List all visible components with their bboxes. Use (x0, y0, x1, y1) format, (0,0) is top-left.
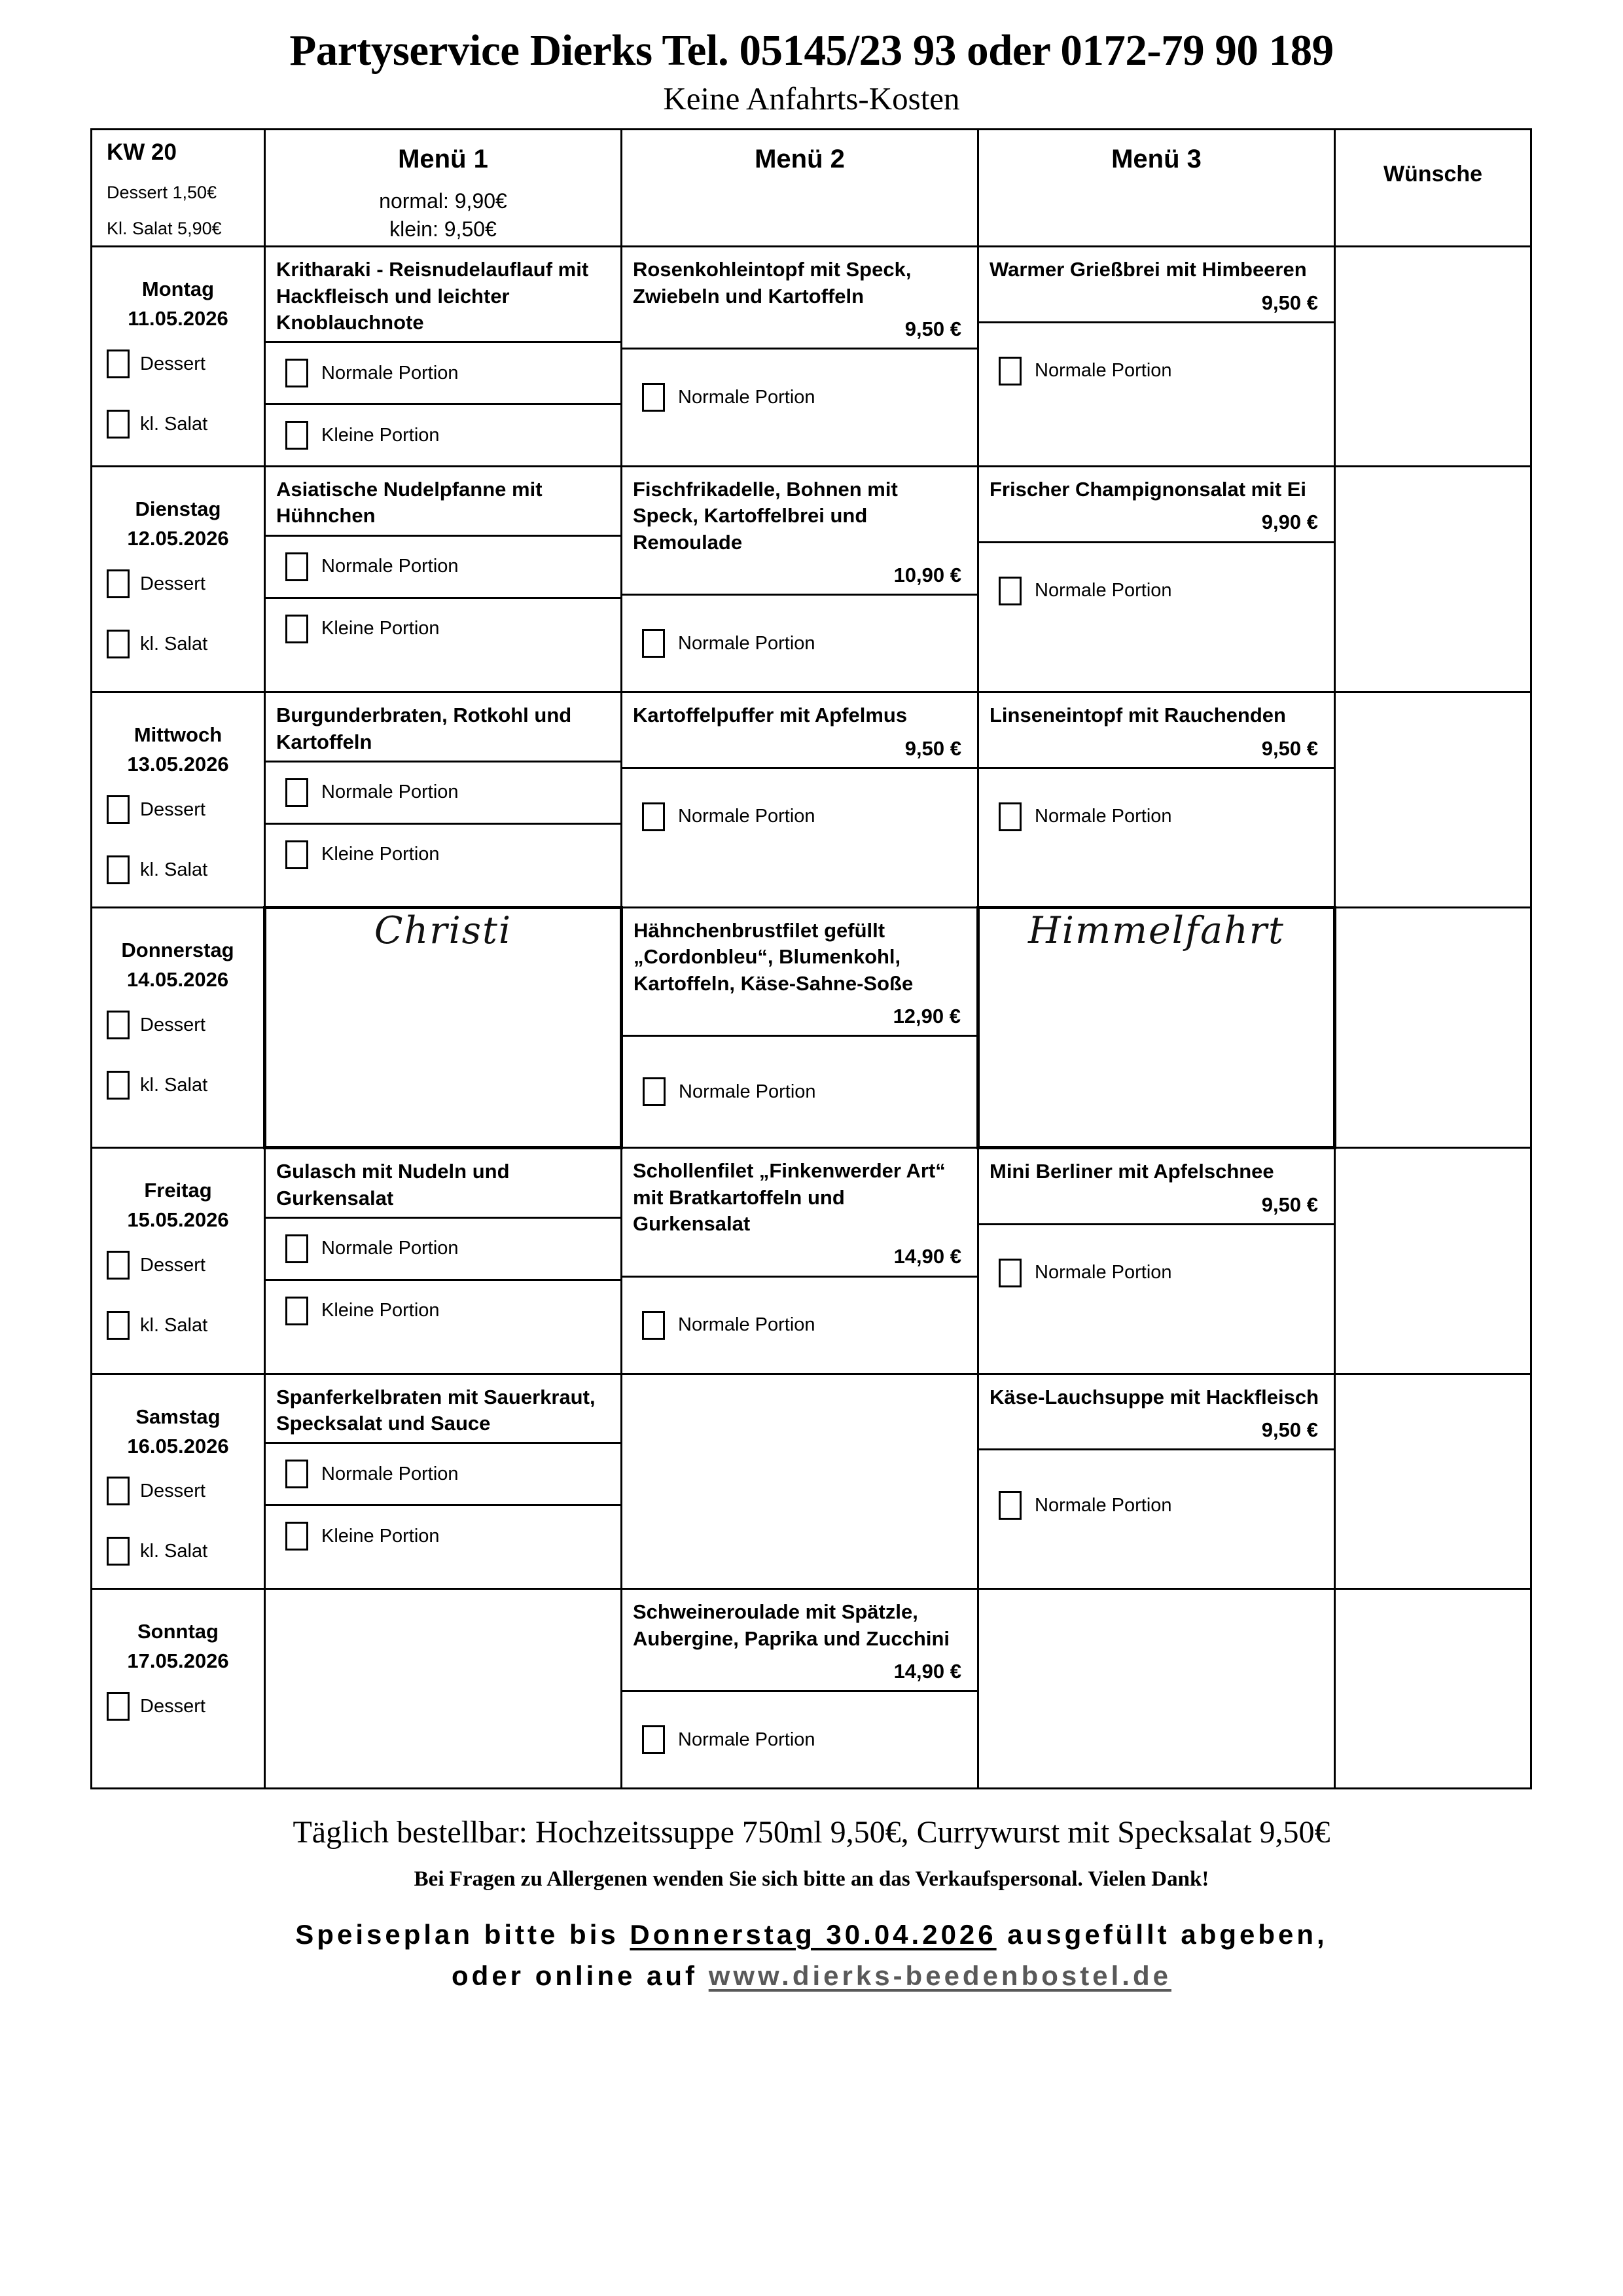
dish-price: 14,90 € (893, 1245, 961, 1268)
day-label: Montag (141, 278, 215, 301)
normale-portion-option[interactable] (622, 769, 977, 865)
salat-checkbox[interactable] (107, 1537, 130, 1566)
menu2-cell-dienstag (622, 467, 978, 692)
normale-portion-checkbox[interactable] (642, 383, 665, 412)
dessert-label: Dessert (140, 1254, 205, 1276)
salat-checkbox[interactable] (107, 855, 130, 884)
kw-cell (92, 130, 265, 247)
kleine-portion-option[interactable] (266, 599, 620, 659)
menu2-cell-mittwoch (622, 692, 978, 908)
normale-portion-checkbox[interactable] (999, 357, 1022, 386)
salat-checkbox[interactable] (107, 1311, 130, 1340)
menu1-cell-donnerstag-holiday (265, 908, 622, 1148)
salat-label: kl. Salat (140, 1314, 208, 1336)
normale-portion-option[interactable] (266, 343, 620, 403)
dish-name: Asiatische Nudelpfanne mit Hühnchen (276, 478, 543, 528)
menu2-cell-donnerstag (622, 908, 978, 1148)
dessert-label: Dessert (140, 353, 205, 374)
normale-portion-option[interactable] (266, 1219, 620, 1279)
day-cell-samstag (92, 1374, 265, 1589)
holiday-text-himmelfahrt: Himmelfahrt (1028, 909, 1285, 953)
normale-portion-label: Normale Portion (321, 1463, 459, 1484)
menu3-cell-sonntag-empty (978, 1589, 1335, 1789)
normale-portion-label: Normale Portion (678, 632, 815, 654)
dish-name: Gulasch mit Nudeln und Gurkensalat (276, 1160, 510, 1210)
kleine-portion-label: Kleine Portion (321, 424, 440, 446)
document-footer (0, 1789, 1623, 1996)
day-cell-dienstag (92, 467, 265, 692)
day-date: 11.05.2026 (128, 307, 228, 331)
normale-portion-label: Normale Portion (1035, 806, 1172, 827)
normale-portion-checkbox[interactable] (642, 1725, 665, 1754)
menu2-header-cell (622, 130, 978, 247)
document-header (0, 0, 1623, 128)
salat-checkbox[interactable] (107, 1071, 130, 1100)
kleine-portion-checkbox[interactable] (285, 1522, 308, 1551)
normale-portion-option[interactable] (979, 543, 1334, 639)
online-prefix: oder online auf (452, 1960, 709, 1992)
normale-portion-label: Normale Portion (321, 1238, 459, 1259)
allergen-note: Bei Fragen zu Allergenen wenden Sie sich bitte an das Verkaufspersonal. Vielen Dank! (414, 1867, 1209, 1892)
wuensche-cell-samstag[interactable] (1335, 1374, 1531, 1589)
dish-price: 9,50 € (1261, 291, 1318, 314)
dish-price: 10,90 € (893, 564, 961, 587)
normale-portion-checkbox[interactable] (642, 802, 665, 831)
day-date: 12.05.2026 (127, 527, 229, 550)
day-label: Sonntag (137, 1620, 219, 1643)
dessert-label: Dessert (140, 798, 205, 820)
normale-portion-label: Normale Portion (678, 1729, 815, 1750)
normale-portion-option[interactable] (622, 1278, 977, 1373)
normale-portion-option[interactable] (979, 323, 1334, 419)
day-date: 15.05.2026 (127, 1208, 229, 1232)
dish-name: Kartoffelpuffer mit Apfelmus (633, 704, 908, 727)
wuensche-cell-dienstag[interactable] (1335, 467, 1531, 692)
salat-option[interactable] (92, 614, 264, 674)
day-cell-donnerstag (92, 908, 265, 1148)
day-date: 16.05.2026 (127, 1434, 229, 1458)
dish-price: 9,50 € (904, 317, 961, 340)
dish-name: Schollenfilet „Finkenwerder Art“ mit Bratkartoffeln und Gurkensalat (633, 1159, 946, 1235)
normale-portion-label: Normale Portion (678, 806, 815, 827)
menu1-header-cell (265, 130, 622, 247)
dish-name: Kritharaki - Reisnudelauflauf mit Hackfleisch und leichter Knoblauchnote (276, 258, 589, 334)
day-date: 17.05.2026 (127, 1649, 229, 1673)
dish-name: Rosenkohleintopf mit Speck, Zwiebeln und Kartoffeln (633, 258, 912, 308)
table-row (92, 908, 1531, 1148)
dish-name: Warmer Grießbrei mit Himbeeren (990, 258, 1307, 281)
normale-portion-label: Normale Portion (679, 1081, 816, 1102)
normale-portion-label: Normale Portion (678, 386, 815, 408)
day-label: Mittwoch (134, 723, 223, 747)
wuensche-cell-freitag[interactable] (1335, 1148, 1531, 1374)
dessert-label: Dessert (140, 1695, 205, 1717)
normale-portion-label: Normale Portion (1035, 1494, 1172, 1516)
day-label: Donnerstag (121, 939, 234, 962)
kleine-portion-option[interactable] (266, 1281, 620, 1341)
salat-option[interactable] (92, 1055, 263, 1115)
kleine-portion-option[interactable] (266, 825, 620, 885)
menu-table (90, 128, 1532, 1789)
menu2-title: Menü 2 (755, 145, 845, 174)
wuensche-cell-mittwoch[interactable] (1335, 692, 1531, 908)
table-header-row (92, 130, 1531, 247)
deadline-prefix: Speiseplan bitte bis (295, 1919, 630, 1950)
dessert-checkbox[interactable] (107, 1251, 130, 1280)
menu1-cell-sonntag-empty (265, 1589, 622, 1789)
day-label: Dienstag (135, 497, 221, 521)
wuensche-cell-montag[interactable] (1335, 247, 1531, 467)
normale-portion-checkbox[interactable] (642, 629, 665, 658)
salat-label: kl. Salat (140, 633, 208, 655)
menu2-cell-samstag-empty (622, 1374, 978, 1589)
salat-price-label: Kl. Salat 5,90€ (107, 219, 222, 239)
salat-checkbox[interactable] (107, 630, 130, 658)
menu3-cell-freitag (978, 1148, 1335, 1374)
normale-portion-checkbox[interactable] (285, 1234, 308, 1263)
dessert-option[interactable] (92, 1676, 264, 1736)
dish-price: 9,50 € (904, 736, 961, 760)
normale-portion-checkbox[interactable] (285, 778, 308, 807)
menu1-cell-freitag (265, 1148, 622, 1374)
dessert-option[interactable] (92, 780, 264, 840)
normale-portion-option[interactable] (979, 769, 1334, 865)
normale-portion-label: Normale Portion (678, 1314, 815, 1336)
table-row (92, 692, 1531, 908)
menu1-price-klein: klein: 9,50€ (389, 217, 497, 242)
dessert-label: Dessert (140, 1480, 205, 1501)
menu1-cell-montag (265, 247, 622, 467)
dish-price: 9,50 € (1261, 1193, 1318, 1216)
day-cell-mittwoch (92, 692, 265, 908)
salat-checkbox[interactable] (107, 410, 130, 439)
menu2-cell-sonntag (622, 1589, 978, 1789)
menu3-cell-donnerstag-holiday (978, 908, 1335, 1148)
normale-portion-option[interactable] (266, 537, 620, 597)
wuensche-header-cell (1335, 130, 1531, 247)
salat-option[interactable] (92, 1521, 264, 1581)
kleine-portion-label: Kleine Portion (321, 618, 440, 639)
normale-portion-option[interactable] (622, 350, 977, 445)
dessert-label: Dessert (140, 573, 205, 594)
dish-name: Frischer Champignonsalat mit Ei (990, 478, 1307, 501)
salat-label: kl. Salat (140, 1074, 208, 1096)
normale-portion-label: Normale Portion (1035, 580, 1172, 601)
day-label: Samstag (135, 1405, 221, 1428)
salat-label: kl. Salat (140, 413, 208, 435)
menu3-title: Menü 3 (1111, 145, 1202, 174)
deadline-note (0, 1892, 1623, 1996)
holiday-text-christi: Christi (374, 909, 512, 953)
table-row (92, 1374, 1531, 1589)
dessert-checkbox[interactable] (107, 569, 130, 598)
normale-portion-option[interactable] (266, 1444, 620, 1504)
day-cell-sonntag (92, 1589, 265, 1789)
dish-name: Burgunderbraten, Rotkohl und Kartoffeln (276, 704, 572, 753)
menu3-cell-samstag (978, 1374, 1335, 1589)
wuensche-cell-donnerstag[interactable] (1335, 908, 1531, 1148)
menu1-cell-mittwoch (265, 692, 622, 908)
menu1-price-normal: normal: 9,90€ (379, 189, 507, 213)
day-label: Freitag (144, 1179, 212, 1202)
page-title: Partyservice Dierks Tel. 05145/23 93 oder 0172-79 90 189 (289, 26, 1334, 75)
menu3-cell-montag (978, 247, 1335, 467)
wuensche-title: Wünsche (1383, 162, 1483, 187)
dessert-checkbox[interactable] (107, 1477, 130, 1505)
normale-portion-label: Normale Portion (321, 362, 459, 384)
menu2-cell-montag (622, 247, 978, 467)
kleine-portion-checkbox[interactable] (285, 615, 308, 643)
menu3-cell-dienstag (978, 467, 1335, 692)
normale-portion-checkbox[interactable] (285, 359, 308, 387)
kleine-portion-checkbox[interactable] (285, 421, 308, 450)
day-cell-freitag (92, 1148, 265, 1374)
day-date: 14.05.2026 (126, 968, 229, 992)
normale-portion-option[interactable] (979, 1225, 1334, 1321)
kw-label: KW 20 (107, 139, 177, 166)
kleine-portion-checkbox[interactable] (285, 1297, 308, 1325)
normale-portion-checkbox[interactable] (642, 1311, 665, 1340)
dish-price: 9,90 € (1261, 511, 1318, 534)
dish-name: Fischfrikadelle, Bohnen mit Speck, Kartoffelbrei und Remoulade (633, 478, 898, 554)
dish-name: Linseneintopf mit Rauchenden (990, 704, 1286, 727)
dessert-option[interactable] (92, 554, 264, 614)
table-row (92, 1148, 1531, 1374)
menu1-title: Menü 1 (398, 145, 488, 174)
deadline-date: Donnerstag 30.04.2026 (630, 1919, 997, 1950)
table-row (92, 467, 1531, 692)
dessert-checkbox[interactable] (107, 795, 130, 824)
normale-portion-option[interactable] (622, 1692, 977, 1787)
dish-price: 9,50 € (1261, 1418, 1318, 1441)
kleine-portion-label: Kleine Portion (321, 1300, 440, 1321)
normale-portion-checkbox[interactable] (999, 1259, 1022, 1287)
dessert-option[interactable] (92, 1235, 264, 1295)
kleine-portion-option[interactable] (266, 1506, 620, 1566)
normale-portion-label: Normale Portion (321, 781, 459, 803)
salat-label: kl. Salat (140, 859, 208, 880)
normale-portion-label: Normale Portion (321, 556, 459, 577)
website-link[interactable]: www.dierks-beedenbostel.de (708, 1960, 1171, 1992)
dessert-option[interactable] (92, 995, 263, 1055)
kleine-portion-label: Kleine Portion (321, 844, 440, 865)
dessert-checkbox[interactable] (107, 1011, 130, 1039)
salat-option[interactable] (92, 1295, 264, 1355)
dessert-price-label: Dessert 1,50€ (107, 183, 217, 203)
normale-portion-checkbox[interactable] (999, 802, 1022, 831)
dish-name: Spanferkelbraten mit Sauerkraut, Specksalat und Sauce (276, 1385, 596, 1435)
dish-name: Schweineroulade mit Spätzle, Aubergine, Paprika und Zucchini (633, 1600, 950, 1650)
daily-offer-text: Täglich bestellbar: Hochzeitssuppe 750ml 9,50€, Currywurst mit Specksalat 9,50€ (293, 1815, 1330, 1850)
dish-name: Käse-Lauchsuppe mit Hackfleisch (990, 1385, 1319, 1408)
kleine-portion-option[interactable] (266, 405, 620, 465)
wuensche-cell-sonntag[interactable] (1335, 1589, 1531, 1789)
normale-portion-label: Normale Portion (1035, 360, 1172, 382)
dessert-label: Dessert (140, 1014, 205, 1035)
menu1-cell-samstag (265, 1374, 622, 1589)
day-cell-montag (92, 247, 265, 467)
kleine-portion-label: Kleine Portion (321, 1525, 440, 1547)
menu3-cell-mittwoch (978, 692, 1335, 908)
dish-price: 12,90 € (893, 1005, 961, 1028)
salat-label: kl. Salat (140, 1540, 208, 1562)
normale-portion-option[interactable] (266, 762, 620, 823)
normale-portion-checkbox[interactable] (285, 552, 308, 581)
dessert-checkbox[interactable] (107, 1692, 130, 1721)
normale-portion-checkbox[interactable] (285, 1460, 308, 1488)
dish-price: 9,50 € (1261, 736, 1318, 760)
page-subtitle: Keine Anfahrts-Kosten (663, 81, 960, 117)
normale-portion-option[interactable] (623, 1037, 976, 1147)
normale-portion-checkbox[interactable] (643, 1077, 666, 1106)
day-date: 13.05.2026 (127, 753, 229, 776)
table-row (92, 1589, 1531, 1789)
dessert-option[interactable] (92, 1461, 264, 1521)
salat-option[interactable] (92, 394, 264, 454)
dessert-checkbox[interactable] (107, 350, 130, 378)
normale-portion-checkbox[interactable] (999, 577, 1022, 605)
menu1-cell-dienstag (265, 467, 622, 692)
table-row (92, 247, 1531, 467)
dish-price: 14,90 € (893, 1660, 961, 1683)
dessert-option[interactable] (92, 334, 264, 394)
dish-name: Hähnchenbrustfilet gefüllt „Cordonbleu“, Blumenkohl, Kartoffeln, Käse-Sahne-Soße (633, 919, 914, 995)
normale-portion-checkbox[interactable] (999, 1491, 1022, 1520)
deadline-suffix: ausgefüllt abgeben, (996, 1919, 1328, 1950)
menu2-cell-freitag (622, 1148, 978, 1374)
dish-name: Mini Berliner mit Apfelschnee (990, 1160, 1274, 1183)
normale-portion-option[interactable] (622, 596, 977, 691)
menu3-header-cell (978, 130, 1335, 247)
salat-option[interactable] (92, 840, 264, 900)
normale-portion-option[interactable] (979, 1450, 1334, 1560)
kleine-portion-checkbox[interactable] (285, 840, 308, 869)
normale-portion-label: Normale Portion (1035, 1262, 1172, 1283)
